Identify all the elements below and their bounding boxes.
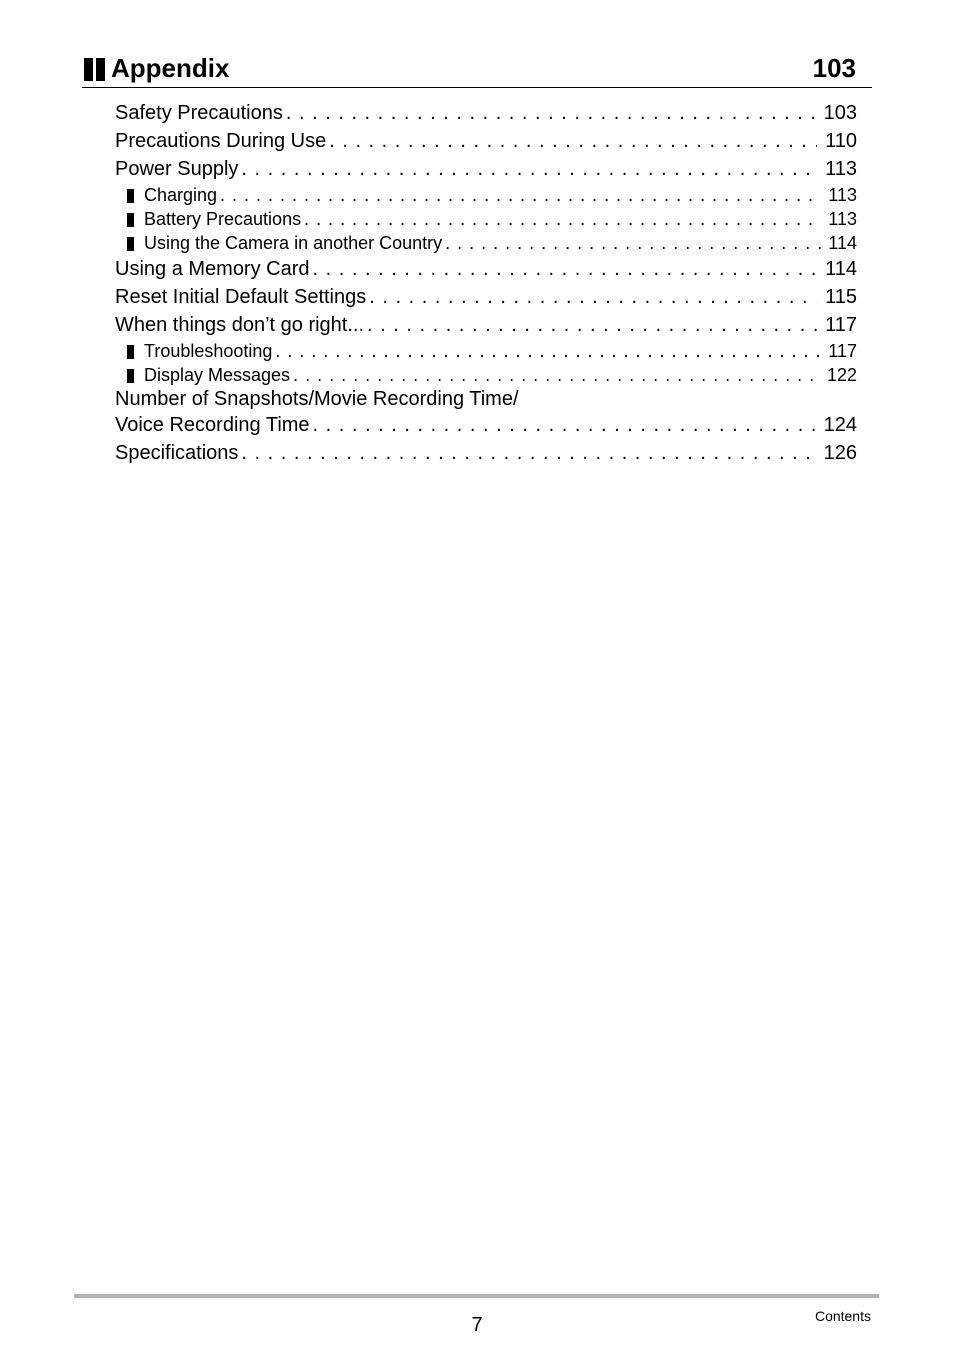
toc-entry-label: Specifications bbox=[115, 442, 239, 464]
toc-subentry[interactable] bbox=[115, 363, 857, 387]
toc-entry[interactable] bbox=[115, 439, 857, 467]
toc-entry-page: 115 bbox=[825, 286, 857, 308]
toc-subentry-label: Using the Camera in another Country bbox=[144, 233, 443, 253]
toc-entry-label: Reset Initial Default Settings bbox=[115, 286, 367, 308]
toc-entry-page: 110 bbox=[825, 130, 857, 152]
toc-entry-label: Precautions During Use bbox=[115, 130, 327, 152]
dot-leader bbox=[293, 363, 821, 387]
dot-leader bbox=[220, 183, 821, 207]
toc-subentry-label: Charging bbox=[144, 185, 218, 205]
bullet-icon bbox=[127, 237, 134, 251]
footer-label: Contents bbox=[814, 1308, 871, 1324]
toc-subentry-label: Display Messages bbox=[144, 365, 291, 385]
dot-leader bbox=[313, 255, 817, 283]
section-header bbox=[82, 50, 872, 88]
toc-subentry[interactable] bbox=[115, 183, 857, 207]
section-page-number: 103 bbox=[812, 53, 856, 83]
toc-subentry-page: 113 bbox=[828, 185, 857, 205]
toc-entry-page: 124 bbox=[823, 414, 857, 436]
toc-subentry-page: 122 bbox=[826, 365, 857, 385]
toc-entry-page: 117 bbox=[825, 314, 857, 336]
table-of-contents bbox=[115, 99, 857, 467]
toc-entry-page: 113 bbox=[825, 158, 857, 180]
toc-subentry-label: Troubleshooting bbox=[144, 341, 273, 361]
toc-entry-label: Using a Memory Card bbox=[115, 258, 310, 280]
toc-subentry[interactable] bbox=[115, 231, 857, 255]
toc-subentry-page: 114 bbox=[828, 233, 857, 253]
dot-leader bbox=[329, 127, 817, 155]
dot-leader bbox=[241, 439, 817, 467]
toc-entry-label: Power Supply bbox=[115, 158, 239, 180]
toc-subentry-page: 113 bbox=[828, 209, 857, 229]
bullet-icon bbox=[127, 345, 134, 359]
toc-subentry-page: 117 bbox=[828, 341, 857, 361]
footer-divider bbox=[74, 1294, 879, 1298]
section-marker-icon bbox=[84, 58, 106, 81]
toc-entry[interactable] bbox=[115, 155, 857, 183]
dot-leader bbox=[313, 411, 817, 439]
section-title: Appendix bbox=[111, 53, 230, 83]
toc-subentry[interactable] bbox=[115, 339, 857, 363]
toc-entry[interactable] bbox=[115, 255, 857, 283]
dot-leader bbox=[445, 231, 821, 255]
toc-entry-label: Safety Precautions bbox=[115, 102, 283, 124]
bullet-icon bbox=[127, 189, 134, 203]
toc-entry[interactable] bbox=[115, 99, 857, 127]
toc-subentry-label: Battery Precautions bbox=[144, 209, 302, 229]
toc-entry-label: Voice Recording Time bbox=[115, 414, 310, 436]
toc-entry-page: 126 bbox=[823, 442, 857, 464]
toc-entry-page: 103 bbox=[823, 102, 857, 124]
dot-leader bbox=[369, 283, 817, 311]
toc-entry[interactable] bbox=[115, 283, 857, 311]
toc-entry[interactable] bbox=[115, 127, 857, 155]
toc-entry-label: When things don’t go right... bbox=[115, 314, 365, 336]
bullet-icon bbox=[127, 369, 134, 383]
dot-leader bbox=[241, 155, 817, 183]
dot-leader bbox=[275, 339, 821, 363]
toc-entry-page: 114 bbox=[825, 258, 857, 280]
page-number: 7 bbox=[471, 1314, 483, 1336]
toc-entry[interactable] bbox=[115, 411, 857, 439]
dot-leader bbox=[304, 207, 821, 231]
dot-leader bbox=[286, 99, 817, 127]
toc-entry[interactable] bbox=[115, 311, 857, 339]
toc-entry-label-line1[interactable]: Number of Snapshots/Movie Recording Time/ bbox=[115, 388, 519, 410]
toc-subentry[interactable] bbox=[115, 207, 857, 231]
bullet-icon bbox=[127, 213, 134, 227]
dot-leader bbox=[367, 311, 817, 339]
